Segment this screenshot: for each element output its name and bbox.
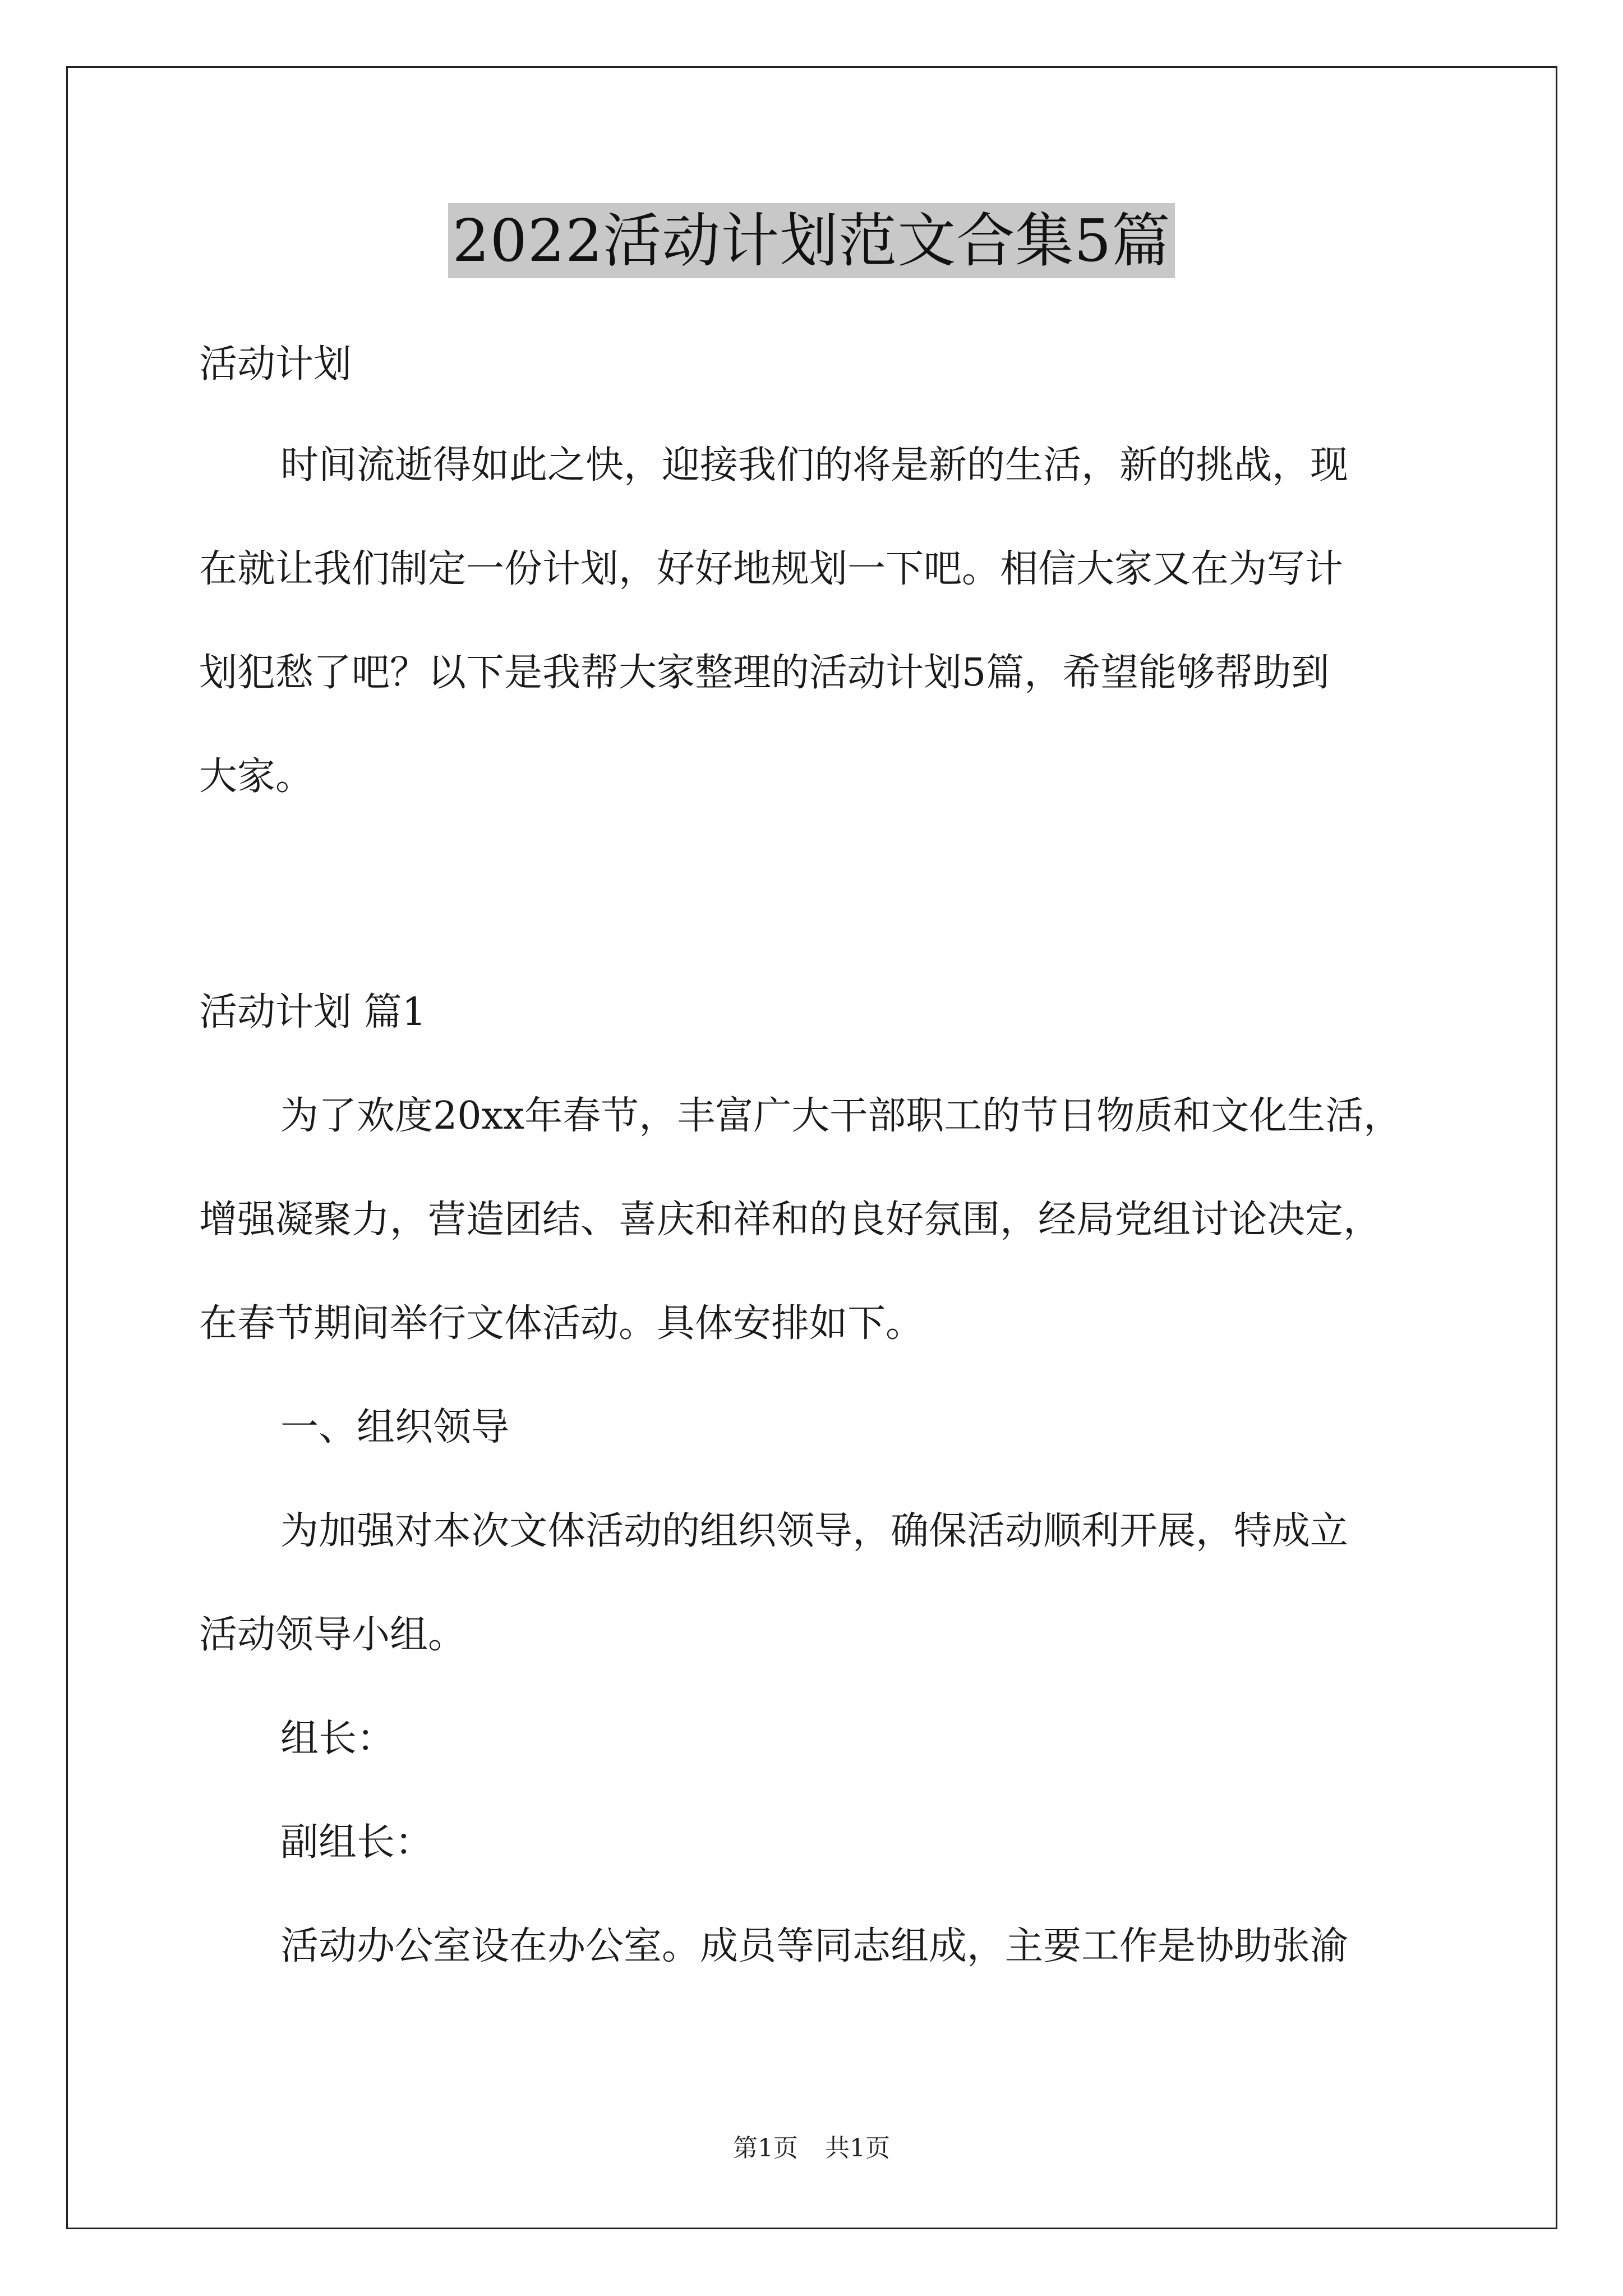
section-line-2: 增强凝聚力，营造团结、喜庆和祥和的良好氛围，经局党组讨论决定， (199, 1198, 1382, 1242)
intro-line-4: 大家。 (199, 754, 314, 799)
document-title: 2022活动计划范文合集5篇 (448, 203, 1175, 278)
intro-line-1: 时间流逝得如此之快，迎接我们的将是新的生活，新的挑战，现 (280, 443, 1349, 487)
page-total: 共1页 (825, 2134, 890, 2162)
section-heading: 活动计划 篇1 (199, 990, 426, 1034)
section-line-8: 副组长： (280, 1820, 434, 1865)
section-line-7: 组长： (280, 1717, 395, 1761)
section-line-6: 活动领导小组。 (199, 1613, 467, 1657)
section-line-5: 为加强对本次文体活动的组织领导，确保活动顺利开展，特成立 (280, 1509, 1349, 1553)
intro-line-3: 划犯愁了吧？以下是我帮大家整理的活动计划5篇，希望能够帮助到 (199, 651, 1330, 695)
section-line-1: 为了欢度20xx年春节，丰富广大干部职工的节日物质和文化生活， (280, 1094, 1402, 1138)
intro-heading: 活动计划 (199, 342, 352, 386)
title-container (0, 203, 1623, 278)
page-footer (0, 2132, 1623, 2165)
section-line-4: 一、组织领导 (280, 1405, 510, 1450)
section-line-3: 在春节期间举行文体活动。具体安排如下。 (199, 1301, 924, 1346)
page-number: 第1页 (733, 2134, 798, 2162)
intro-line-2: 在就让我们制定一份计划，好好地规划一下吧。相信大家又在为写计 (199, 547, 1344, 591)
section-line-9: 活动办公室设在办公室。成员等同志组成，主要工作是协助张渝 (280, 1924, 1349, 1968)
